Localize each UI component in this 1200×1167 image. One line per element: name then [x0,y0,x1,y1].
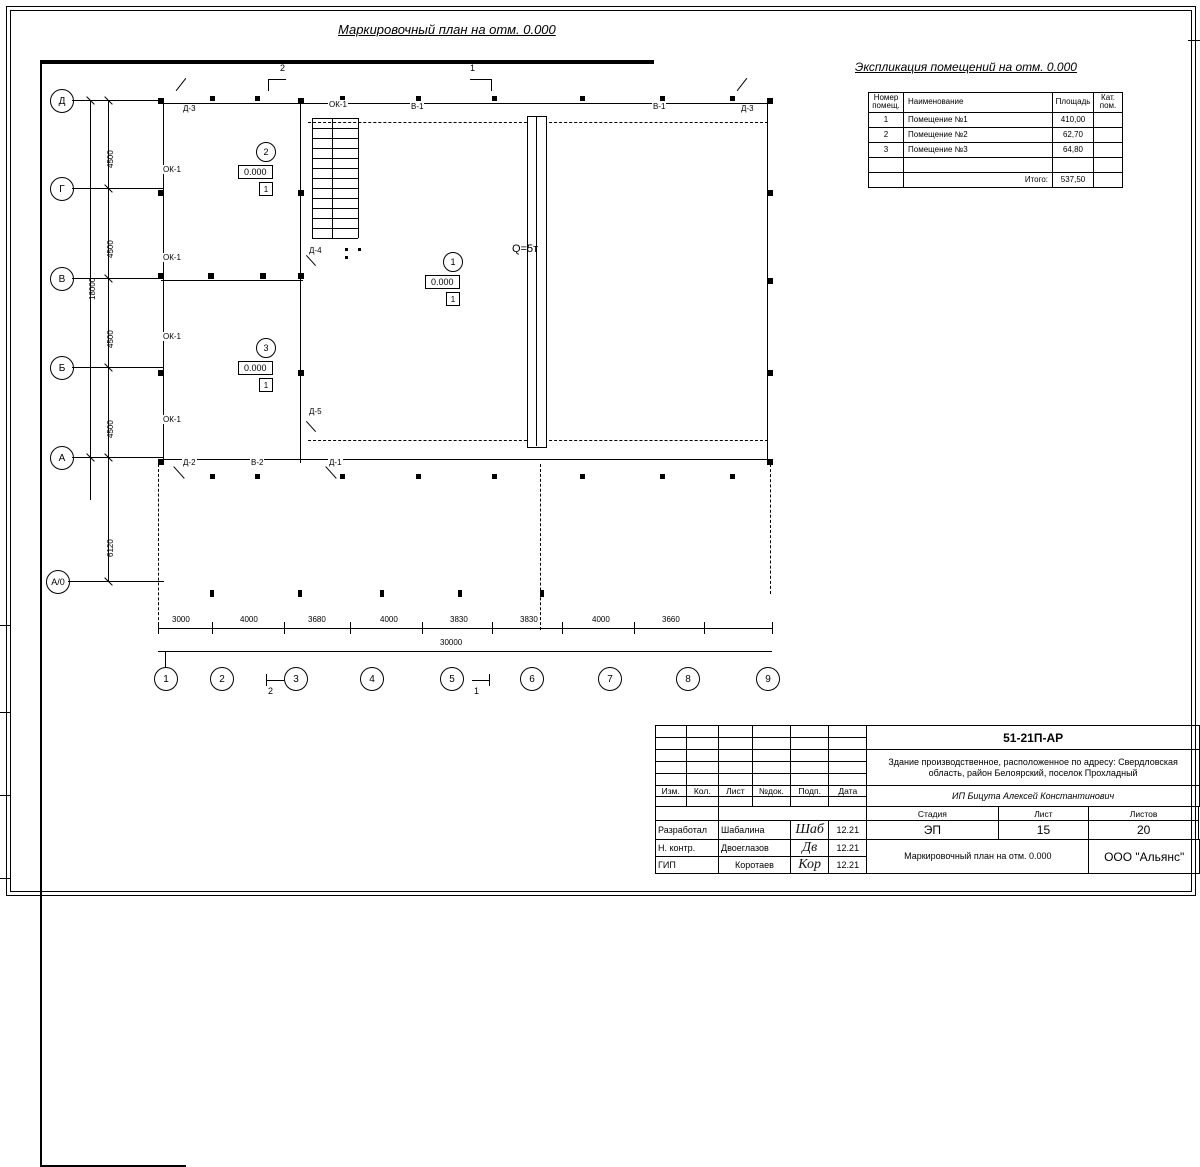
column [416,474,421,479]
axis-marker-2: 2 [210,667,234,691]
signature-developer: Шаб [790,821,828,840]
dim-chain-horizontal-total [158,651,772,652]
door-swing [306,421,316,432]
cell-category [1094,127,1123,142]
cell-number: 3 [869,142,904,157]
stamp-empty-row [656,750,1200,762]
dim-horizontal-7: 4000 [592,615,610,624]
column [492,474,497,479]
col-kol: Кол. [686,786,718,797]
partition-vertical-inner [300,100,301,463]
cell-name: Помещение №3 [904,142,1053,157]
cell-name: Помещение №1 [904,112,1053,127]
project-code: 51-21П-АР [867,726,1200,750]
stamp-stage-header-row [656,807,1200,821]
cell-number: 2 [869,127,904,142]
signature-gip: Кор [790,857,828,874]
col-ndok: №док. [752,786,790,797]
axis-line-d [72,100,164,101]
col-header-area: Площадь [1053,93,1094,113]
column [208,273,214,279]
sheet-label: Лист [998,807,1089,821]
wall-west [40,64,42,431]
column [660,474,665,479]
column [158,190,164,196]
dim-vertical-5: 6120 [106,539,115,557]
stair-step [312,208,358,209]
stamp-row-controller [656,840,1200,857]
dim-horizontal-4: 4000 [380,615,398,624]
cell-number: 1 [869,112,904,127]
room-mark-1: 1 [446,292,460,306]
column [730,96,735,101]
cell-area [1053,157,1094,172]
dim-horizontal-total: 30000 [440,638,463,647]
axis-line-v [72,278,164,279]
name-gip: Коротаев [718,857,790,874]
col-list: Лист [718,786,752,797]
axis-line-a [72,457,164,458]
cell-total-label: Итого: [904,172,1053,187]
left-edge-marks [0,0,10,900]
axis-marker-d: Д [50,89,74,113]
axis-marker-a0: А/0 [46,570,70,594]
column [767,190,773,196]
stamp-empty-row [656,726,1200,738]
dim-horizontal-1: 3000 [172,615,190,624]
column [158,273,164,279]
gate-label-v1-right: В-1 [653,102,666,111]
section-mark-tick [266,674,267,686]
axis-line-a0 [68,581,164,582]
dim-tick [212,622,213,634]
role-controller: Н. контр. [656,840,719,857]
axis-marker-7: 7 [598,667,622,691]
col-podp: Подп. [790,786,828,797]
window-label: ОК-1 [163,415,181,424]
column [298,273,304,279]
cell-name: Помещение №2 [904,127,1053,142]
col-izm: Изм. [656,786,687,797]
column [660,96,665,101]
dim-horizontal-5: 3830 [450,615,468,624]
door-label-d3-top-right: Д-3 [741,104,754,113]
sheet-value: 15 [998,821,1089,840]
room-number-1: 1 [443,252,463,272]
window-label: ОК-1 [163,253,181,262]
table-header-row [869,93,1123,113]
sheets-value: 20 [1089,821,1198,840]
name-developer: Шабалина [718,821,790,840]
dim-horizontal-3: 3680 [308,615,326,624]
dim-tick [562,622,563,634]
axis-marker-g: Г [50,177,74,201]
role-gip: ГИП [656,857,719,874]
grid-dot [210,590,214,597]
axis-marker-v: В [50,267,74,291]
gate-label-v2: В-2 [251,458,264,467]
door-swing [737,78,748,91]
door-label-d2: Д-2 [183,458,196,467]
room-level-2: 0.000 [238,165,273,179]
dim-tick [158,622,159,634]
section-mark-2-bottom: 2 [268,686,274,696]
axis-marker-3: 3 [284,667,308,691]
wall-east [40,431,42,798]
cell-area: 62,70 [1053,127,1094,142]
window-label: ОК-1 [329,100,347,109]
window-label: ОК-1 [163,165,181,174]
organization: ООО "Альянс" [1089,840,1200,874]
sheet-title: Маркировочный план на отм. 0.000 [867,840,1089,874]
stair-step [312,178,358,179]
grid-dot [380,590,384,597]
table-row [869,127,1123,142]
axis-line-1 [165,651,166,667]
dim-tick [422,622,423,634]
right-edge-mark [1188,40,1200,41]
dim-tick [284,622,285,634]
section-cut-line-right [770,464,771,594]
table-row-total [869,172,1123,187]
cell-category [1094,112,1123,127]
gate-label-v1: В-1 [411,102,424,111]
dim-chain-vertical-outer [90,100,91,500]
section-mark-line [472,680,490,681]
cell-area: 64,80 [1053,142,1094,157]
stair-step [312,118,358,119]
stair-step [312,168,358,169]
window-label: ОК-1 [163,332,181,341]
partition-vertical [40,798,42,1165]
cell-category [1094,142,1123,157]
door-label-d4: Д-4 [309,246,322,255]
column [416,96,421,101]
axis-line-b [72,367,164,368]
cell-number [869,157,904,172]
stair-step [312,128,358,129]
plan-title: Маркировочный план на отм. 0.000 [338,22,556,37]
axis-marker-1: 1 [154,667,178,691]
room-level-1: 0.000 [425,275,460,289]
column [260,273,266,279]
wall-north-inner [161,103,769,104]
section-cut-line-1 [540,464,541,630]
door-swing [325,466,336,479]
door-swing [306,255,316,266]
column [580,96,585,101]
dim-vertical-3: 4500 [106,330,115,348]
axis-marker-a: А [50,446,74,470]
dim-tick [492,622,493,634]
column [210,96,215,101]
section-mark-line [470,79,492,80]
stair-rail-right [358,118,359,238]
stair-step [312,148,358,149]
stage-value: ЭП [867,821,998,840]
table-row [869,112,1123,127]
column-dot [358,248,361,251]
room-mark-3: 1 [259,378,273,392]
column [158,98,164,104]
column [492,96,497,101]
column [298,98,304,104]
door-label-d1: Д-1 [329,458,342,467]
dim-tick [704,622,705,634]
cell-total-area: 537,50 [1053,172,1094,187]
column [210,474,215,479]
crane-beam [527,116,547,448]
stair-center-line [332,118,333,238]
column [298,190,304,196]
crane-beam-center [536,116,537,446]
axis-marker-5: 5 [440,667,464,691]
explication-title: Экспликация помещений на отм. 0.000 [855,60,1077,74]
dim-vertical-2: 4500 [106,240,115,258]
section-mark-line [268,79,286,80]
column [767,98,773,104]
section-mark-tick [489,674,490,686]
cell-category [1094,157,1123,172]
object-description: Здание производственное, расположенное по адресу: Свердловская область, район Белоярский, поселок Прохладный [867,750,1200,786]
cell-category [1094,172,1123,187]
room-mark-2: 1 [259,182,273,196]
dim-horizontal-2: 4000 [240,615,258,624]
title-block [655,725,1200,874]
role-developer: Разработал [656,821,719,840]
stair-step [312,138,358,139]
grid-dot [458,590,462,597]
axis-marker-4: 4 [360,667,384,691]
section-mark-tick [491,79,492,91]
section-mark-1-top: 1 [470,63,476,73]
section-mark-tick [268,79,269,91]
col-header-category: Кат. пом. [1094,93,1123,113]
column-dot [345,256,348,259]
column [730,474,735,479]
column [255,96,260,101]
column-dot [345,248,348,251]
stair-step [312,158,358,159]
floor-plan [40,60,840,720]
section-mark-1-bottom: 1 [474,686,480,696]
axis-marker-6: 6 [520,667,544,691]
cell-number [869,172,904,187]
col-data: Дата [829,786,867,797]
date-controller: 12.21 [829,840,867,857]
dim-horizontal-6: 3830 [520,615,538,624]
column [255,474,260,479]
wall-south [40,62,654,64]
date-developer: 12.21 [829,821,867,840]
grid-dot [298,590,302,597]
section-mark-line [266,680,284,681]
section-mark-2-top: 2 [280,63,286,73]
column [580,474,585,479]
section-cut-line-2 [158,464,159,630]
stair-step [312,198,358,199]
signature-controller: Дв [790,840,828,857]
column [298,370,304,376]
partition-horizontal-inner [161,280,303,281]
stair-step [312,238,358,239]
crane-capacity-label: Q=5т [512,243,539,255]
door-label-d5: Д-5 [309,407,322,416]
dim-vertical-4: 4500 [106,420,115,438]
dim-chain-horizontal [158,628,772,629]
table-row [869,142,1123,157]
door-swing [173,466,184,479]
dim-tick [634,622,635,634]
column [340,474,345,479]
dim-tick [350,622,351,634]
dim-tick [772,622,773,634]
column [767,370,773,376]
door-label-d3-top: Д-3 [183,104,196,113]
column [158,370,164,376]
cell-area: 410,00 [1053,112,1094,127]
axis-marker-9: 9 [756,667,780,691]
date-gip: 12.21 [829,857,867,874]
col-header-number: Номер помещ. [869,93,904,113]
dim-vertical-total: 18000 [88,277,97,300]
stamp-row-developer [656,821,1200,840]
col-header-name: Наименование [904,93,1053,113]
stair-step [312,188,358,189]
cell-name [904,157,1053,172]
room-number-2: 2 [256,142,276,162]
dim-horizontal-8: 3660 [662,615,680,624]
table-row [869,157,1123,172]
customer-name: ИП Бицута Алексей Константинович [867,786,1200,807]
wall-west-inner [163,102,164,462]
stair-step [312,228,358,229]
stair-step [312,218,358,219]
door-swing [176,78,187,91]
axis-marker-b: Б [50,356,74,380]
sheets-label: Листов [1089,807,1198,821]
stamp-column-headers [656,786,1200,797]
axis-marker-8: 8 [676,667,700,691]
explication-table [868,92,1123,188]
axis-line-g [72,188,164,189]
room-level-3: 0.000 [238,361,273,375]
column [767,278,773,284]
stage-label: Стадия [867,807,998,821]
dim-vertical-1: 4500 [106,150,115,168]
name-controller: Двоеглазов [718,840,790,857]
room-number-3: 3 [256,338,276,358]
